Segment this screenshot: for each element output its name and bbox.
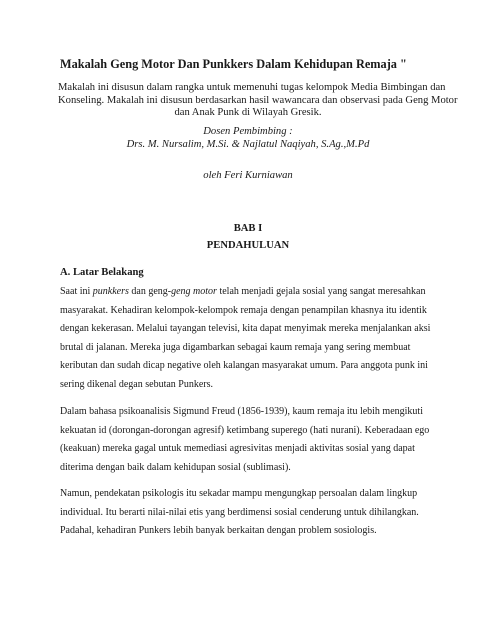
author-line: oleh Feri Kurniawan [203, 170, 293, 181]
document-title: Makalah Geng Motor Dan Punkkers Dalam Kehidupan Remaja " [60, 57, 407, 71]
paragraph-line: kekuatan id (dorongan-dorongan agresif) ketimbang superego (hati nurani). Keberadaan ego [60, 424, 430, 436]
paragraph-line: brutal di jalanan. Mereka juga digambarkan sebagai kaum remaja yang sering membuat [60, 341, 411, 353]
advisor-names: Drs. M. Nursalim, M.Si. & Najlatul Naqiyah, S.Ag.,M.Pd [126, 138, 370, 150]
advisor-block [58, 126, 438, 151]
paragraph-3 [60, 485, 440, 541]
paragraph-line: keributan dan sudah dicap negative oleh kalangan masyarakat umum. Para anggota punk ini [60, 360, 428, 371]
paragraph-2 [60, 403, 440, 477]
paragraph-line: individual. Itu berarti nilai-nilai etis yang berdimensi sosial cenderung untuk dihilangkan. [60, 506, 419, 518]
paragraph-line: (keakuan) mereka gagal untuk memediasi agresivitas menjadi aktivitas sosial yang dapat [60, 443, 415, 454]
paragraph-1 [60, 283, 440, 394]
paragraph-line: Dalam bahasa psikoanalisis Sigmund Freud (1856-1939), kaum remaja itu lebih mengikuti [60, 406, 423, 417]
advisor-label: Dosen Pembimbing : [203, 126, 293, 137]
chapter-number: BAB I [233, 223, 263, 234]
italic-term: punkkers [92, 286, 129, 297]
paragraph-line [60, 283, 440, 302]
paragraph-line: sering dikenal degan sebutan Punkers. [60, 378, 214, 390]
paragraph-line: Namun, pendekatan psikologis itu sekadar mampu mengungkap persoalan dalam lingkup [60, 488, 418, 499]
text-run: dan geng- [128, 286, 172, 297]
italic-term: geng motor [171, 286, 217, 297]
chapter-heading [58, 220, 438, 254]
chapter-title: PENDAHULUAN [206, 240, 290, 251]
intro-paragraph [58, 82, 458, 120]
text-run: telah menjadi gejala sosial yang sangat meresahkan [216, 286, 426, 297]
intro-line: Makalah ini disusun dalam rangka untuk memenuhi tugas kelompok Media Bimbingan dan [58, 82, 446, 93]
paragraph-line: dengan kekerasan. Melalui tayangan televisi, kita dapat menyimak mereka menjalankan aksi [60, 323, 431, 334]
text-run: Saat ini [60, 286, 93, 297]
section-heading: A. Latar Belakang [60, 267, 144, 278]
intro-line: Konseling. Makalah ini disusun berdasarkan hasil wawancara dan observasi pada Geng Motor [58, 94, 458, 106]
intro-line: dan Anak Punk di Wilayah Gresik. [174, 107, 322, 119]
paragraph-line: Padahal, kehadiran Punkers lebih banyak berkaitan dengan problem sosiologis. [60, 525, 377, 536]
paragraph-line: diterima dengan baik dalam kehidupan sosial (sublimasi). [60, 461, 291, 473]
paragraph-line: masyarakat. Kehadiran kelompok-kelompok remaja dengan penampilan khasnya itu identik [60, 304, 427, 316]
